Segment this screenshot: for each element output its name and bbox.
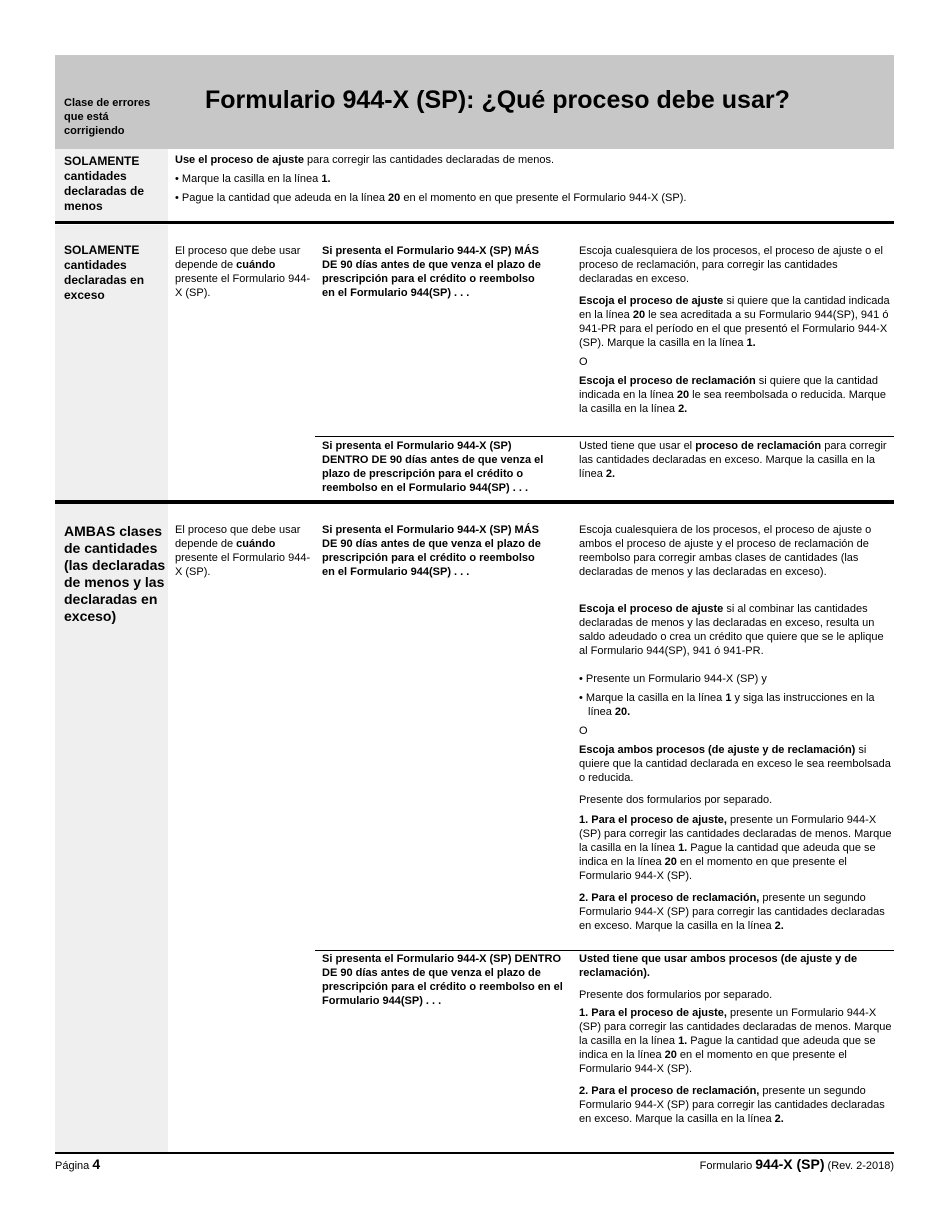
row2-condition1: Si presenta el Formulario 944-X (SP) MÁS DE 90 días antes de que venza el plazo de prescripción para el crédito o reembolso en el Formulario 944(SP) . . . — [322, 245, 541, 299]
row1-intro-bold: Use el proceso de ajuste — [175, 154, 304, 166]
row3-result1 — [579, 523, 894, 933]
row-divider — [55, 221, 894, 224]
row1-label: SOLAMENTE cantidades declaradas de menos — [64, 154, 145, 213]
row1-bullet2-line: 20 — [388, 192, 401, 204]
text: 20 — [664, 1049, 677, 1061]
text: 1. Para el proceso de ajuste, — [579, 1007, 727, 1019]
row3-bullet2 — [579, 691, 894, 719]
text: cuándo — [236, 538, 276, 550]
text: 2. — [678, 403, 688, 415]
text: 2. Para el proceso de reclamación, — [579, 1085, 760, 1097]
row2-process-text — [175, 244, 313, 300]
text: 20 — [632, 309, 646, 321]
text: 2. Para el proceso de reclamación, — [579, 892, 760, 904]
page-title: Formulario 944-X (SP): ¿Qué proceso debe usar? — [205, 86, 790, 114]
text: 2. — [774, 1113, 784, 1125]
row-divider — [55, 500, 894, 504]
text: 20 — [664, 856, 677, 868]
text: le sea acreditada a su Formulario 944(SP), 941 ó 941-PR para el período en el que presentó el Formulario 944-X (SP). Marque la casilla en la línea — [579, 309, 889, 349]
row2-condition2: Si presenta el Formulario 944-X (SP) DENTRO DE 90 días antes de que venza el plazo de prescripción para el crédito o reembolso en el Formulario 944(SP) . . . — [322, 440, 544, 494]
row1-bullet1: • Marque la casilla en la línea — [175, 173, 322, 185]
row3-separate-forms: Presente dos formularios por separado. — [579, 794, 773, 806]
text: (Rev. 2-2018) — [824, 1160, 894, 1172]
row3-adjust-bold: Escoja el proceso de ajuste — [579, 603, 724, 615]
footer-rule — [55, 1152, 894, 1154]
text: 1. Para el proceso de ajuste, — [579, 814, 727, 826]
cell-divider — [315, 950, 894, 951]
row3-or: O — [579, 725, 588, 737]
text: presente el Formulario 944-X (SP). — [175, 552, 311, 578]
row3-separate-forms-2: Presente dos formularios por separado. — [579, 989, 773, 1001]
row3-process-text — [175, 523, 313, 579]
row1-intro-rest: para corregir las cantidades declaradas de menos. — [304, 154, 555, 166]
row2-result1 — [579, 244, 894, 416]
row2-label: SOLAMENTE cantidades declaradas en exceso — [64, 243, 145, 302]
text: en el momento en que presente el Formulario 944-X (SP). — [579, 856, 847, 882]
text: 20. — [614, 706, 631, 718]
text: para corregir las cantidades declaradas en exceso. Marque la casilla en la línea — [579, 440, 887, 480]
text: presente un segundo Formulario 944-X (SP) para corregir las cantidades declaradas en exceso. Marque la casilla en la línea — [579, 892, 885, 932]
text: El proceso que debe usar depende de — [175, 524, 301, 550]
row2-result2 — [579, 439, 894, 481]
text: en el momento en que presente el Formulario 944-X (SP). — [579, 1049, 847, 1075]
text: 2. — [774, 920, 784, 932]
text: presente un segundo Formulario 944-X (SP) para corregir las cantidades declaradas en exceso. Marque la casilla en la línea — [579, 1085, 885, 1125]
row1-bullet1-line: 1. — [321, 173, 331, 185]
text: 1. — [678, 1035, 688, 1047]
cell-divider — [315, 436, 894, 437]
text: si al combinar las cantidades declaradas de menos y las declaradas en exceso, resulta un saldo adeudado o crea un crédito que quiere que se le aplique al Formulario 944(SP), 941 ó 941-PR. — [579, 603, 884, 657]
row3-bullet1: • Presente un Formulario 944-X (SP) y — [579, 673, 767, 685]
text: Formulario — [699, 1160, 756, 1172]
row2-adjust-bold: Escoja el proceso de ajuste — [579, 295, 724, 307]
text: 944-X (SP) — [755, 1156, 825, 1172]
text: 2. — [605, 468, 616, 480]
text: si quiere que la cantidad declarada en exceso le sea reembolsada o reducida. — [579, 744, 891, 784]
row3-both-bold: Escoja ambos procesos (de ajuste y de reclamación) — [579, 744, 856, 756]
row3-result1-p1: Escoja cualesquiera de los procesos, el proceso de ajuste o ambos el proceso de ajuste y el proceso de reclamación de reembolso para corregir ambas clases de cantidades (las declaradas de menos y las declaradas en exceso). — [579, 524, 872, 578]
text: 1 — [725, 692, 732, 704]
row2-claim-bold: Escoja el proceso de reclamación — [579, 375, 756, 387]
text: le sea reembolsada o reducida. Marque la casilla en la línea — [579, 389, 887, 415]
text: 4 — [92, 1156, 101, 1172]
text: proceso de reclamación — [695, 440, 822, 452]
row1-bullet2-rest: en el momento en que presente el Formulario 944-X (SP). — [400, 192, 687, 204]
text: Página — [55, 1160, 93, 1172]
text: presente un Formulario 944-X (SP) para corregir las cantidades declaradas de menos. Marque la casilla en la línea — [579, 814, 892, 854]
row1-bullet2: • Pague la cantidad que adeuda en la línea — [175, 192, 389, 204]
row2-or: O — [579, 356, 588, 368]
text: Pague la cantidad que adeuda que se indica en la línea — [579, 842, 876, 868]
row1-content — [175, 153, 890, 205]
row3-result2 — [579, 952, 894, 1126]
row2-process-pre: El proceso que debe usar depende de — [175, 245, 301, 271]
text: 1. — [746, 337, 756, 349]
text: • Marque la casilla en la línea — [579, 692, 726, 704]
text: 20 — [676, 389, 690, 401]
row3-condition1: Si presenta el Formulario 944-X (SP) MÁS DE 90 días antes de que venza el plazo de prescripción para el crédito o reembolso en el Formulario 944(SP) . . . — [322, 524, 541, 578]
row3-condition2: Si presenta el Formulario 944-X (SP) DENTRO DE 90 días antes de que venza el plazo de prescripción para el crédito o reembolso en el Formulario 944(SP) . . . — [322, 953, 563, 1007]
text: 1. — [678, 842, 688, 854]
row3-must-both: Usted tiene que usar ambos procesos (de ajuste y de reclamación). — [579, 953, 858, 979]
row2-process-post: presente el Formulario 944-X (SP). — [175, 273, 311, 299]
text: si quiere que la cantidad indicada en la línea — [579, 375, 879, 401]
form-footer — [700, 1157, 894, 1174]
page-number — [55, 1157, 100, 1174]
column-label: Clase de errores que está corrigiendo — [64, 97, 151, 137]
text: si quiere que la cantidad indicada en la línea — [579, 295, 890, 321]
row2-result1-p1: Escoja cualesquiera de los procesos, el proceso de ajuste o el proceso de reclamación, para corregir las cantidades declaradas en exceso. — [579, 245, 883, 285]
text: Usted tiene que usar el — [579, 440, 696, 452]
text: presente un Formulario 944-X (SP) para corregir las cantidades declaradas de menos. Marque la casilla en la línea — [579, 1007, 892, 1047]
text: y siga las instrucciones en la línea — [588, 692, 875, 718]
text: Pague la cantidad que adeuda que se indica en la línea — [579, 1035, 876, 1061]
row3-label: AMBAS clases de cantidades (las declaradas de menos y las declaradas en exceso) — [64, 523, 166, 624]
row2-process-bold: cuándo — [236, 259, 276, 271]
